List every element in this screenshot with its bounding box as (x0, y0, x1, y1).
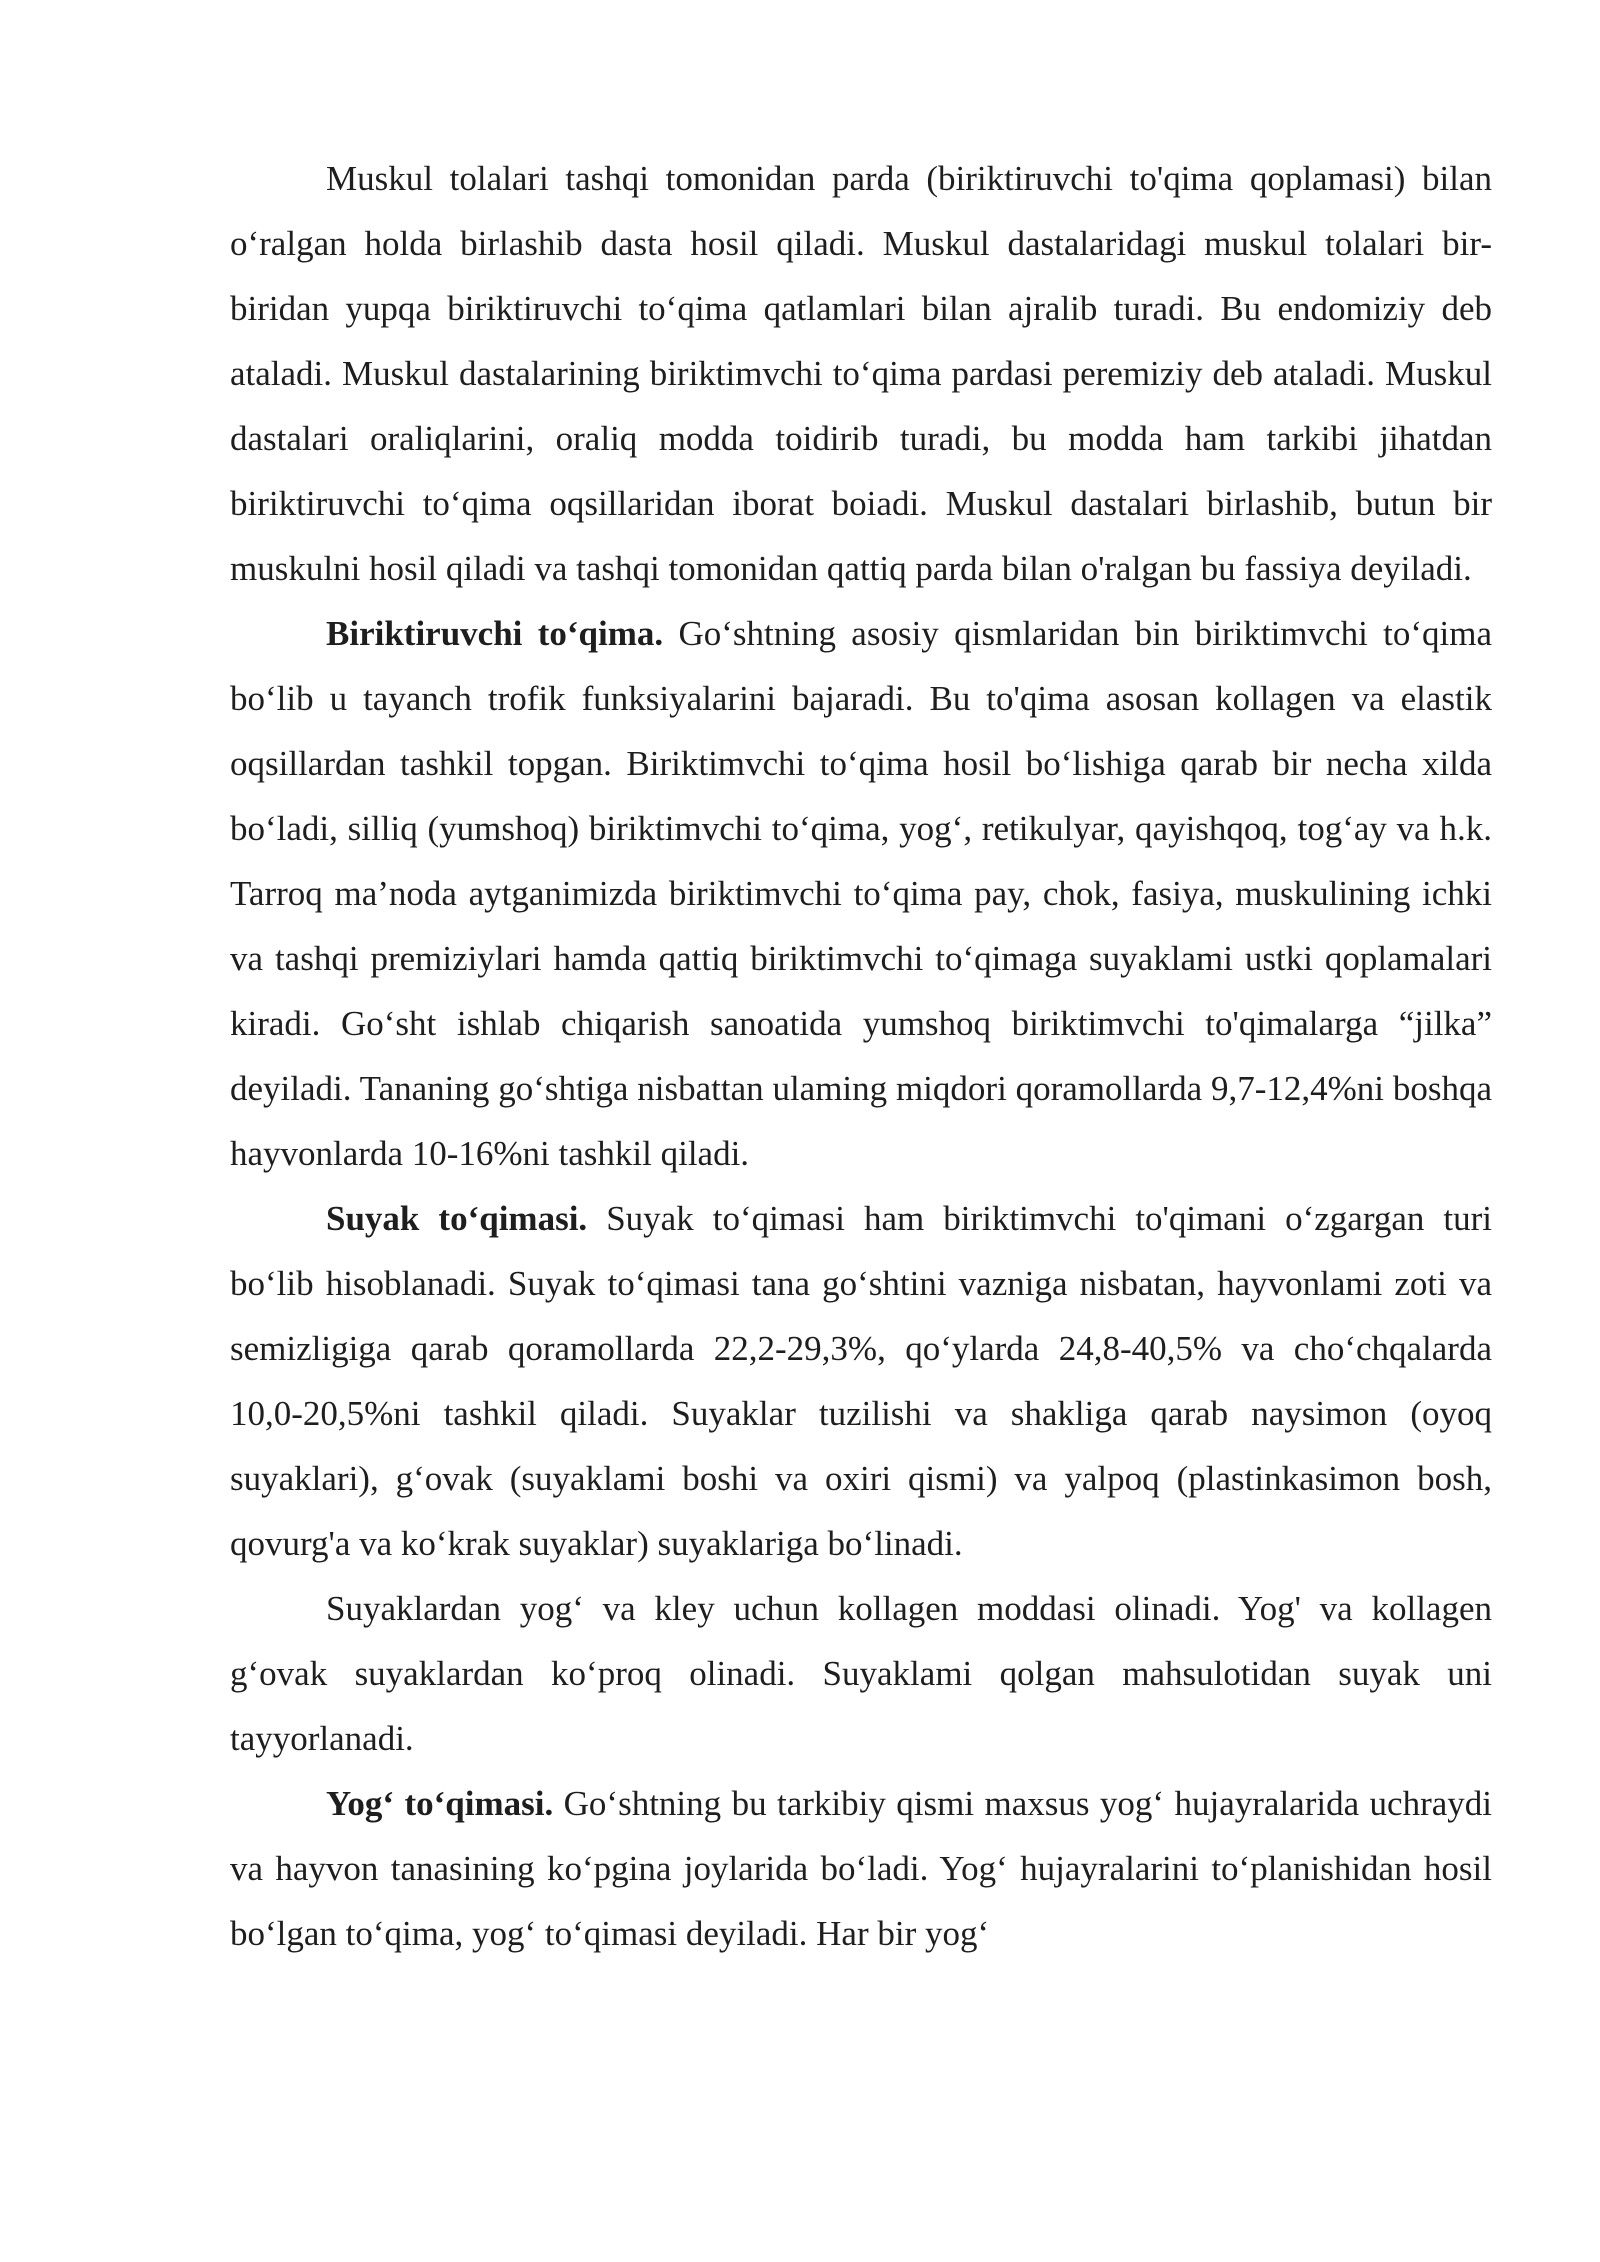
document-page (230, 146, 1492, 1966)
paragraph-bone-products (230, 1576, 1492, 1771)
paragraph-connective-tissue (230, 601, 1492, 1186)
section-heading: Yog‘ to‘qimasi. (326, 1784, 554, 1823)
paragraph-text: Go‘shtning bu tarkibiy qismi maxsus yog‘ hujayralarida uchraydi va hayvon tanasining ko‘pgina joylarida bo‘ladi. Yog‘ hujayralarini to‘planishidan hosil bo‘lgan to‘qima, yog‘ to‘qimasi deyiladi. Har bir yog‘ (230, 1784, 1492, 1953)
paragraph-fat-tissue (230, 1771, 1492, 1966)
paragraph-muscle-fibers (230, 146, 1492, 601)
paragraph-text: Muskul tolalari tashqi tomonidan parda (biriktiruvchi to'qima qoplamasi) bilan o‘ralgan holda birlashib dasta hosil qiladi. Muskul dastalaridagi muskul tolalari bir-biridan yupqa biriktiruvchi to‘qima qatlamlari bilan ajralib turadi. Bu endomiziy deb ataladi. Muskul dastalarining biriktimvchi to‘qima pardasi peremiziy deb ataladi. Muskul dastalari oraliqlarini, oraliq modda toidirib turadi, bu modda ham tarkibi jihatdan biriktiruvchi to‘qima oqsillaridan iborat boiadi. Muskul dastalari birlashib, butun bir muskulni hosil qiladi va tashqi tomonidan qattiq parda bilan o'ralgan bu fassiya deyiladi. (230, 159, 1492, 588)
section-heading: Biriktiruvchi to‘qima. (326, 614, 664, 653)
paragraph-bone-tissue (230, 1186, 1492, 1576)
paragraph-text: Suyaklardan yog‘ va kley uchun kollagen moddasi olinadi. Yog' va kollagen g‘ovak suyaklardan ko‘proq olinadi. Suyaklami qolgan mahsulotidan suyak uni tayyorlanadi. (230, 1589, 1492, 1758)
section-heading: Suyak to‘qimasi. (326, 1199, 588, 1238)
paragraph-text: Go‘shtning asosiy qismlaridan bin biriktimvchi to‘qima bo‘lib u tayanch trofik funksiyalarini bajaradi. Bu to'qima asosan kollagen va elastik oqsillardan tashkil topgan. Biriktimvchi to‘qima hosil bo‘lishiga qarab bir necha xilda bo‘ladi, silliq (yumshoq) biriktimvchi to‘qima, yog‘, retikulyar, qayishqoq, tog‘ay va h.k. Tarroq ma’noda aytganimizda biriktimvchi to‘qima pay, chok, fasiya, muskulining ichki va tashqi premiziylari hamda qattiq biriktimvchi to‘qimaga suyaklami ustki qoplamalari kiradi. Go‘sht ishlab chiqarish sanoatida yumshoq biriktimvchi to'qimalarga “jilka” deyiladi. Tananing go‘shtiga nisbattan ulaming miqdori qoramollarda 9,7-12,4%ni boshqa hayvonlarda 10-16%ni tashkil qiladi. (230, 614, 1492, 1173)
paragraph-text: Suyak to‘qimasi ham biriktimvchi to'qimani o‘zgargan turi bo‘lib hisoblanadi. Suyak to‘qimasi tana go‘shtini vazniga nisbatan, hayvonlami zoti va semizligiga qarab qoramollarda 22,2-29,3%, qo‘ylarda 24,8-40,5% va cho‘chqalarda 10,0-20,5%ni tashkil qiladi. Suyaklar tuzilishi va shakliga qarab naysimon (oyoq suyaklari), g‘ovak (suyaklami boshi va oxiri qismi) va yalpoq (plastinkasimon bosh, qovurg'a va ko‘krak suyaklar) suyaklariga bo‘linadi. (230, 1199, 1493, 1563)
